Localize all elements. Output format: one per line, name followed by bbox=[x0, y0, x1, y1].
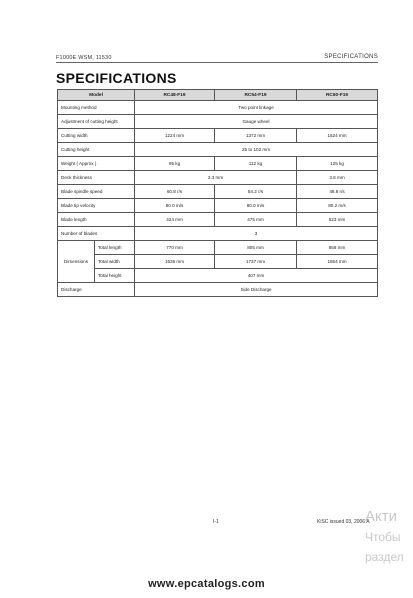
table-row bbox=[58, 255, 378, 269]
cell-value: 1372 mm bbox=[215, 129, 297, 143]
table-row bbox=[58, 101, 378, 115]
table-header-row bbox=[58, 90, 378, 101]
activation-watermark-line1: Акти bbox=[365, 508, 397, 525]
cell-value: 3.3 mm bbox=[135, 171, 297, 185]
specifications-table bbox=[57, 89, 378, 297]
table-row bbox=[58, 199, 378, 213]
cell-value: 770 mm bbox=[135, 241, 215, 255]
row-label: Blade length bbox=[58, 213, 135, 227]
cell-value: 424 mm bbox=[135, 213, 215, 227]
cell-value: 60.8 r/s bbox=[135, 185, 215, 199]
cell-value: Side Discharge bbox=[135, 283, 378, 297]
col-rc60: RC60-F19 bbox=[297, 90, 378, 101]
cell-value: 858 mm bbox=[297, 241, 378, 255]
table-row bbox=[58, 185, 378, 199]
table-row bbox=[58, 157, 378, 171]
activation-watermark-line2: Чтобы bbox=[365, 530, 401, 544]
row-sublabel: Total length bbox=[95, 241, 135, 255]
row-label: Weight ( Approx ) bbox=[58, 157, 135, 171]
cell-value: 523 mm bbox=[297, 213, 378, 227]
cell-value: 125 kg bbox=[297, 157, 378, 171]
table-row bbox=[58, 129, 378, 143]
row-label-dimensions: Dimensions bbox=[58, 241, 95, 283]
cell-value: 1224 mm bbox=[135, 129, 215, 143]
table-row bbox=[58, 227, 378, 241]
cell-value: 1864 mm bbox=[297, 255, 378, 269]
site-url-watermark: www.epcatalogs.com bbox=[148, 578, 265, 590]
row-label: Blade tip velocity bbox=[58, 199, 135, 213]
row-label: Number of blades bbox=[58, 227, 135, 241]
cell-value: 475 mm bbox=[215, 213, 297, 227]
page-number: I-1 bbox=[213, 519, 219, 525]
row-label: Cutting width bbox=[58, 129, 135, 143]
row-label: Discharge bbox=[58, 283, 135, 297]
page-title: SPECIFICATIONS bbox=[56, 70, 177, 86]
cell-value: 80.0 m/s bbox=[135, 199, 215, 213]
cell-value: Gauge wheel bbox=[135, 115, 378, 129]
table-row bbox=[58, 283, 378, 297]
header-section-title: SPECIFICATIONS bbox=[324, 54, 378, 60]
cell-value: 48.8 r/s bbox=[297, 185, 378, 199]
issue-code: KiSC issued 03, 2006 A bbox=[317, 519, 370, 525]
table-row bbox=[58, 213, 378, 227]
table-row bbox=[58, 171, 378, 185]
cell-value: 80.0 m/s bbox=[215, 199, 297, 213]
row-label: Deck thickness bbox=[58, 171, 135, 185]
cell-value: 3.8 mm bbox=[297, 171, 378, 185]
header-divider bbox=[56, 62, 378, 63]
row-label: Adjustment of cutting height bbox=[58, 115, 135, 129]
row-sublabel: Total width bbox=[95, 255, 135, 269]
row-label: Blade spindle speed bbox=[58, 185, 135, 199]
row-label: Mounting method bbox=[58, 101, 135, 115]
row-label: Cutting height bbox=[58, 143, 135, 157]
header-document-code: F1000E WSM, 11530 bbox=[56, 55, 112, 61]
cell-value: 1737 mm bbox=[215, 255, 297, 269]
cell-value: 80.2 m/s bbox=[297, 199, 378, 213]
cell-value: 112 kg bbox=[215, 157, 297, 171]
cell-value: 407 mm bbox=[135, 269, 378, 283]
table-row bbox=[58, 269, 378, 283]
cell-value: 54.2 r/s bbox=[215, 185, 297, 199]
col-model: Model bbox=[58, 90, 135, 101]
cell-value: Two point linkage bbox=[135, 101, 378, 115]
cell-value: 95 kg bbox=[135, 157, 215, 171]
cell-value: 1524 mm bbox=[297, 129, 378, 143]
table-row bbox=[58, 115, 378, 129]
activation-watermark-line3: раздел bbox=[365, 550, 404, 564]
cell-value: 1535 mm bbox=[135, 255, 215, 269]
row-sublabel: Total height bbox=[95, 269, 135, 283]
col-rc54: RC54-F19 bbox=[215, 90, 297, 101]
table-row bbox=[58, 241, 378, 255]
table-row bbox=[58, 143, 378, 157]
col-rc48: RC48-F19 bbox=[135, 90, 215, 101]
cell-value: 3 bbox=[135, 227, 378, 241]
cell-value: 25 to 102 mm bbox=[135, 143, 378, 157]
cell-value: 805 mm bbox=[215, 241, 297, 255]
